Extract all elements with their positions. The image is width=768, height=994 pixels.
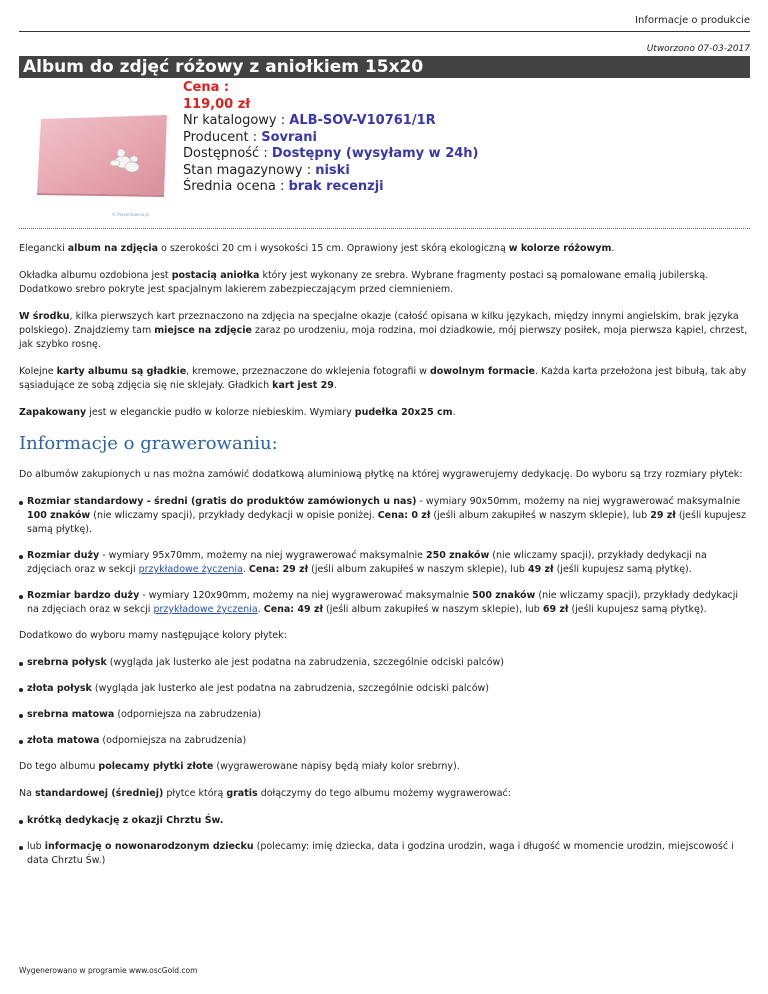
price-value: 119,00 zł xyxy=(183,96,251,112)
rating-label: Średnia ocena : xyxy=(183,179,289,194)
example-wishes-link[interactable]: przykładowe życzenia xyxy=(153,604,258,615)
plate-colors-list xyxy=(19,656,750,748)
example-wishes-link[interactable]: przykładowe życzenia xyxy=(138,564,243,575)
header-rule xyxy=(19,31,750,32)
price-label: Cena : xyxy=(183,80,230,95)
producer-row xyxy=(183,130,479,147)
free-engraving-list xyxy=(19,814,750,868)
desc-paragraph-1: Elegancki album na zdjęcia o szerokości 20 cm i wysokości 15 cm. Oprawiony jest skórą ekologiczną w kolorze różowym. xyxy=(19,243,615,254)
list-item: krótką dedykację z okazji Chrztu Św. xyxy=(19,814,750,828)
title-bar xyxy=(19,56,750,78)
catalog-label: Nr katalogowy : xyxy=(183,113,290,128)
producer-label: Producent : xyxy=(183,129,262,145)
dotted-separator xyxy=(19,228,750,229)
stock-row xyxy=(183,163,479,180)
availability-row xyxy=(183,146,479,163)
product-title: Album do zdjęć różowy z aniołkiem 15x20 xyxy=(23,57,424,77)
product-info xyxy=(183,80,479,196)
list-item: złota połysk (wygląda jak lusterko ale jest podatna na zabrudzenia, szczególnie odciski palców) xyxy=(19,682,750,696)
created-date: Utworzono 07-03-2017 xyxy=(646,44,750,54)
list-item: srebrna połysk (wygląda jak lusterko ale jest podatna na zabrudzenia, szczególnie odciski palców) xyxy=(19,656,750,670)
stock-value: niski xyxy=(315,162,350,178)
image-caption: © Prezentownia.pl xyxy=(112,212,150,217)
product-image xyxy=(37,115,169,197)
free-intro: Na standardowej (średniej) płytce którą gratis dołączymy do tego albumu możemy wygrawerować: xyxy=(19,788,511,799)
desc-paragraph-5: Zapakowany jest w eleganckie pudło w kolorze niebieskim. Wymiary pudełka 20x25 cm. xyxy=(19,407,456,418)
list-item: Rozmiar standardowy - średni (gratis do produktów zamówionych u nas) - wymiary 90x50mm, możemy na niej wygrawerować maksymalnie 100 znaków (nie wliczamy spacji), przykłady dedykacji w opisie poniżej. Cena: 0 zł (jeśli album zakupiłeś w naszym sklepie), lub 29 zł (jeśli kupujesz samą płytkę). xyxy=(19,495,750,537)
catalog-value: ALB-SOV-V10761/1R xyxy=(289,113,436,128)
availability-label: Dostępność : xyxy=(183,146,272,161)
list-item: Rozmiar bardzo duży - wymiary 120x90mm, możemy na niej wygrawerować maksymalnie 500 znaków (nie wliczamy spacji), przykłady dedykacji na zdjęciach oraz w sekcji przykładowe życzenia. Cena: 49 zł (jeśli album zakupiłeś w naszym sklepie), lub 69 zł (jeśli kupujesz samą płytkę). xyxy=(19,589,750,617)
engraving-intro: Do albumów zakupionych u nas można zamówić dodatkową aluminiową płytkę na której wygrawerujemy dedykację. Do wyboru są trzy rozmiary płytek: xyxy=(19,469,743,480)
desc-paragraph-4: Kolejne karty albumu są gładkie, kremowe, przeznaczone do wklejenia fotografii w dowolnym formacie. Każda karta przełożona jest bibułą, tak aby sąsiadujące ze sobą zdjęcia się nie sklejały. Gładkich kart jest 29. xyxy=(19,366,747,391)
footer-generated: Wygenerowano w programie www.oscGold.com xyxy=(19,966,198,975)
engraving-heading: Informacje o grawerowaniu: xyxy=(19,433,278,454)
desc-paragraph-3: W środku, kilka pierwszych kart przeznaczono na zdjęcia na specjalne okazje (całość opisana w kilku językach, między innymi angielskim, brak języka polskiego). Znajdziemy tam miejsce na zdjęcie zaraz po urodzeniu, moja rodzina, moi dziadkowie, mój pierwszy posiłek, moja pierwsza kąpiel, chrzest, jak szybko rosnę. xyxy=(19,311,748,350)
producer-value: Sovrani xyxy=(261,129,317,145)
rating-value: brak recenzji xyxy=(288,179,384,194)
desc-paragraph-2: Okładka albumu ozdobiona jest postacią aniołka który jest wykonany ze srebra. Wybrane fragmenty postaci są pomalowane emalią jubilerską. Dodatkowo srebro pokryte jest spacjalnym lakierem zabezpieczającym przed ciemnieniem. xyxy=(19,270,709,295)
catalog-row xyxy=(183,113,479,130)
availability-value: Dostępny (wysyłamy w 24h) xyxy=(271,146,479,161)
list-item: srebrna matowa (odporniejsza na zabrudzenia) xyxy=(19,708,750,722)
stock-label: Stan magazynowy : xyxy=(183,162,316,178)
document-header: Informacje o produkcie xyxy=(635,15,750,26)
colors-intro: Dodatkowo do wyboru mamy następujące kolory płytek: xyxy=(19,630,287,641)
plate-sizes-list xyxy=(19,495,750,617)
list-item: złota matowa (odporniejsza na zabrudzenia) xyxy=(19,734,750,748)
rating-row xyxy=(183,179,479,196)
description xyxy=(19,242,750,880)
list-item: lub informację o nowonarodzonym dziecku (polecamy: imię dziecka, data i godzina urodzin, waga i długość w momencie urodzin, miejscowość i data Chrztu Św.) xyxy=(19,840,750,868)
list-item: Rozmiar duży - wymiary 95x70mm, możemy na niej wygrawerować maksymalnie 250 znaków (nie wliczamy spacji), przykłady dedykacji na zdjęciach oraz w sekcji przykładowe życzenia. Cena: 29 zł (jeśli album zakupiłeś w naszym sklepie), lub 49 zł (jeśli kupujesz samą płytkę). xyxy=(19,549,750,577)
recommend-paragraph: Do tego albumu polecamy płytki złote (wygrawerowane napisy będą miały kolor srebrny). xyxy=(19,761,460,772)
